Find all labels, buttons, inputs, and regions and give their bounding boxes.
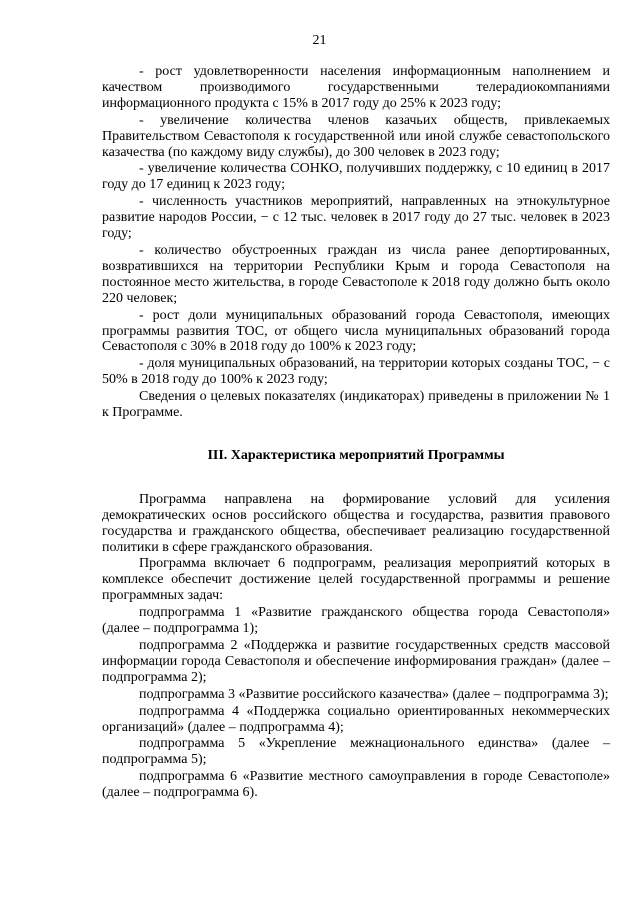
page-body — [102, 64, 610, 801]
subprogram-item: подпрограмма 1 «Развитие гражданского общества города Севастополя» (далее – подпрограмма 1); — [102, 605, 610, 637]
subprogram-item: подпрограмма 2 «Поддержка и развитие государственных средств массовой информации города Севастополя и обеспечение информирования граждан» (далее – подпрограмма 2); — [102, 638, 610, 685]
subprogram-item: подпрограмма 6 «Развитие местного самоуправления в городе Севастополе» (далее – подпрограмма 6). — [102, 769, 610, 801]
paragraph: - увеличение количества СОНКО, получивших поддержку, с 10 единиц в 2017 году до 17 единиц к 2023 году; — [102, 161, 610, 193]
paragraph: - количество обустроенных граждан из числа ранее депортированных, возвратившихся на территории Республики Крым и города Севастополя на постоянное место жительства, в городе Севастополе к 2018 году должно быть около 220 человек; — [102, 242, 610, 306]
subprogram-item: подпрограмма 5 «Укрепление межнационального единства» (далее – подпрограмма 5); — [102, 736, 610, 768]
paragraph: Программа включает 6 подпрограмм, реализация мероприятий которых в комплексе обеспечит достижение целей государственной программы и решение программных задач: — [102, 556, 610, 604]
page-number: 21 — [312, 33, 327, 48]
paragraph: - увеличение количества членов казачьих обществ, привлекаемых Правительством Севастополя к государственной или иной службе севастопольского казачества (по каждому виду службы), до 300 человек в 2023 году; — [102, 112, 610, 160]
section-heading: III. Характеристика мероприятий Программы — [207, 447, 505, 463]
paragraph: Программа направлена на формирование условий для усиления демократических основ российского общества и государства, развития правового государства и гражданского общества, обеспечивает реализацию государственной политики в сфере гражданского образования. — [102, 491, 610, 555]
paragraph: - численность участников мероприятий, направленных на этнокультурное развитие народов России, − с 12 тыс. человек в 2017 году до 27 тыс. человек в 2023 году; — [102, 194, 610, 242]
paragraph: - рост доли муниципальных образований города Севастополя, имеющих программы развития ТОС, от общего числа муниципальных образований города Севастополя с 30% в 2018 году до 100% к 2023 году; — [102, 307, 610, 355]
paragraph: - доля муниципальных образований, на территории которых созданы ТОС, − с 50% в 2018 году до 100% к 2023 году; — [102, 356, 610, 388]
subprogram-item: подпрограмма 3 «Развитие российского казачества» (далее – подпрограмма 3); — [139, 686, 609, 702]
subprogram-item: подпрограмма 4 «Поддержка социально ориентированных некоммерческих организаций» (далее – подпрограмма 4); — [102, 703, 610, 735]
paragraph: Сведения о целевых показателях (индикаторах) приведены в приложении № 1 к Программе. — [102, 389, 610, 421]
paragraph: - рост удовлетворенности населения информационным наполнением и качеством производимого государственными телерадиокомпаниями информационного продукта с 15% в 2017 году до 25% к 2023 году; — [102, 64, 610, 111]
